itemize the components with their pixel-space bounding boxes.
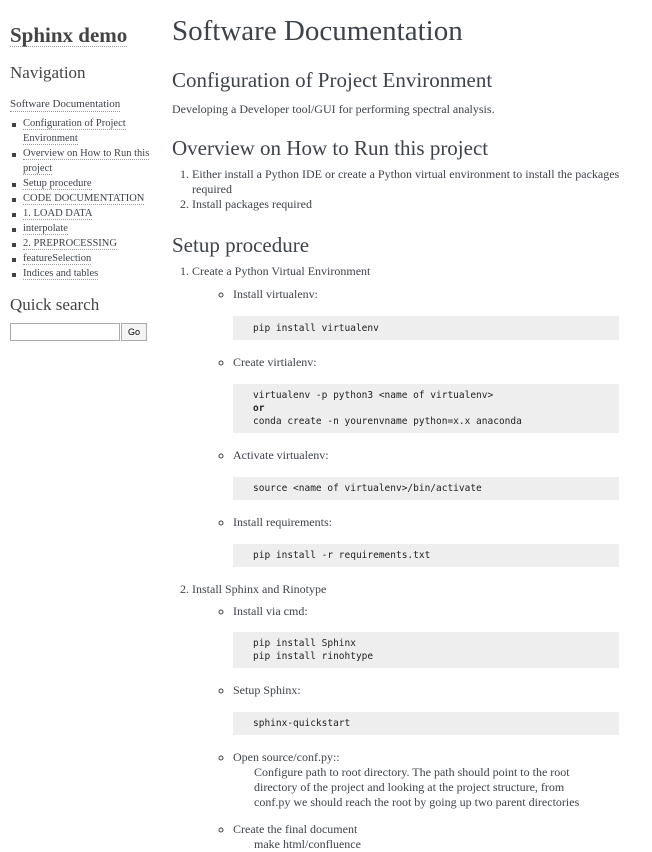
- overview-list: [172, 167, 632, 212]
- sidebar: [10, 24, 150, 341]
- list-item: [10, 176, 150, 191]
- sub-list: [172, 604, 632, 852]
- nav-list: [10, 116, 150, 281]
- item-label: Activate virtualenv:: [233, 448, 329, 462]
- code-block: [233, 316, 619, 340]
- list-item: [233, 287, 632, 340]
- list-item: [233, 604, 632, 668]
- list-item: [10, 116, 150, 146]
- list-item: [233, 448, 632, 500]
- list-item: [10, 221, 150, 236]
- conf-description: Configure path to root directory. The path should point to the root directory of the project and looking at the project structure, from conf.py we should reach the root by going up two parent directories: [254, 765, 580, 809]
- nav-link-overview[interactable]: Overview on How to Run this project: [23, 148, 150, 174]
- step-label: Install Sphinx and Rinotype: [192, 582, 327, 596]
- list-item: [10, 236, 150, 251]
- code-block: [233, 384, 619, 433]
- main-content: [172, 0, 632, 852]
- nav-link-interpolate[interactable]: interpolate: [23, 223, 68, 234]
- list-item: 1. Either install a Python IDE or create a Python virtual environment to install the packages required: [192, 167, 632, 197]
- code-block: [233, 632, 619, 668]
- item-label: Install virtualenv:: [233, 287, 318, 301]
- logo-link[interactable]: Sphinx demo: [10, 23, 128, 47]
- navigation-heading: Navigation: [10, 63, 86, 82]
- list-item: [10, 266, 150, 281]
- page-title: Software Documentation: [172, 15, 463, 47]
- code-block: [233, 477, 619, 500]
- list-item: 2. Install packages required: [192, 197, 632, 212]
- item-label: Setup Sphinx:: [233, 683, 301, 697]
- quick-search-form: [10, 323, 150, 341]
- final-description: make html/confluence: [254, 837, 361, 851]
- list-item: [192, 582, 632, 852]
- list-item: [233, 515, 632, 567]
- nav-link-code-documentation[interactable]: CODE DOCUMENTATION: [23, 193, 145, 204]
- list-item: [233, 750, 632, 810]
- list-item: [10, 251, 150, 266]
- setup-list: [172, 264, 632, 852]
- step-label: Create a Python Virtual Environment: [192, 264, 371, 278]
- list-item: [10, 191, 150, 206]
- list-item: [233, 683, 632, 735]
- nav-link-setup[interactable]: Setup procedure: [23, 178, 92, 189]
- go-button[interactable]: Go: [121, 323, 147, 341]
- list-item: [10, 206, 150, 221]
- item-label: Install requirements:: [233, 515, 332, 529]
- nav-link-preprocessing[interactable]: 2. PREPROCESSING: [23, 238, 117, 249]
- code-block: [233, 544, 619, 567]
- nav-link-software-documentation[interactable]: Software Documentation: [10, 98, 121, 110]
- section-heading-setup: Setup procedure: [172, 233, 310, 257]
- code-line: sphinx-quickstart: [253, 718, 351, 729]
- item-label: Create the final document: [233, 822, 358, 836]
- nav-link-configuration[interactable]: Configuration of Project Environment: [23, 118, 126, 144]
- code-line: conda create -n yourenvname python=x.x anaconda: [253, 416, 522, 427]
- section-heading-configuration: Configuration of Project Environment: [172, 68, 493, 92]
- code-keyword: or: [253, 403, 265, 414]
- list-item: [192, 264, 632, 567]
- nav-link-feature-selection[interactable]: featureSelection: [23, 253, 92, 264]
- item-label: Open source/conf.py::: [233, 750, 340, 764]
- list-item: [10, 146, 150, 176]
- section-heading-overview: Overview on How to Run this project: [172, 136, 489, 160]
- section-text-configuration: Developing a Developer tool/GUI for performing spectral analysis.: [172, 102, 495, 116]
- nav-link-load-data[interactable]: 1. LOAD DATA: [23, 208, 93, 219]
- nav-link-indices[interactable]: Indices and tables: [23, 268, 99, 279]
- sub-list: [172, 287, 632, 567]
- code-line: pip install Sphinx: [253, 638, 356, 649]
- code-line: source <name of virtualenv>/bin/activate: [253, 483, 482, 494]
- code-line: pip install virtualenv: [253, 323, 379, 334]
- list-item: [233, 355, 632, 433]
- code-line: pip install -r requirements.txt: [253, 550, 431, 561]
- quick-search-heading: Quick search: [10, 295, 100, 314]
- code-line: virtualenv -p python3 <name of virtualenv>: [253, 390, 494, 401]
- code-line: pip install rinohtype: [253, 651, 374, 662]
- item-label: Create virtialenv:: [233, 355, 317, 369]
- code-block: [233, 712, 619, 735]
- search-input[interactable]: [10, 323, 120, 341]
- list-item: [233, 822, 632, 852]
- item-label: Install via cmd:: [233, 604, 308, 618]
